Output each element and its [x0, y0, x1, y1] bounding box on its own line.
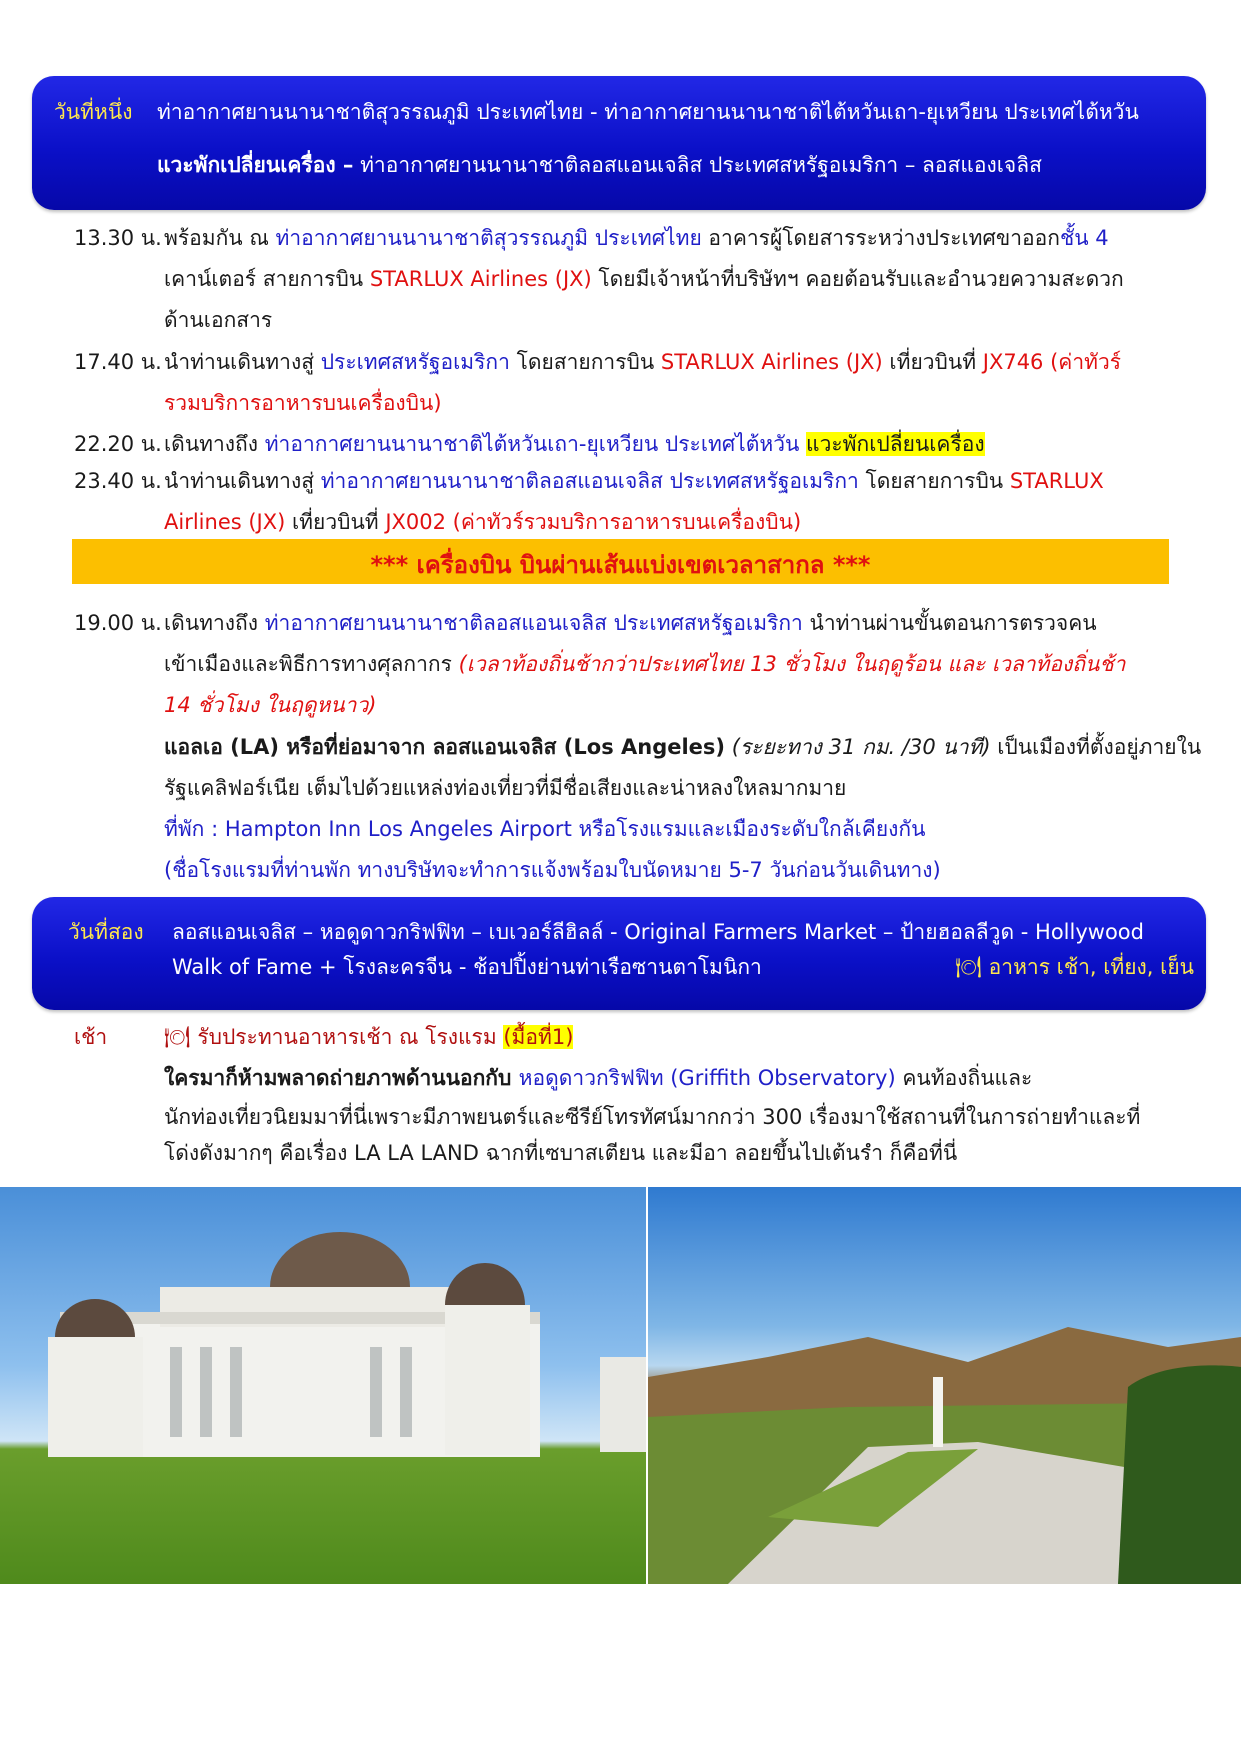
- time-2340: 23.40 น.: [74, 469, 162, 493]
- day2-meals: 🍽 อาหาร เช้า, เที่ยง, เย็น: [955, 955, 1194, 979]
- hotel-note: (ชื่อโรงแรมที่ท่านพัก ทางบริษัทจะทำการแจ้งพร้อมใบนัดหมาย 5-7 วันก่อนวันเดินทาง): [164, 858, 941, 882]
- time-2220: 22.20 น.: [74, 432, 162, 456]
- schedule-2220-line1: เดินทางถึง ท่าอากาศยานนานาชาติไต้หวันเถา-ยุเหวียน ประเทศไต้หวัน แวะพักเปลี่ยนเครื่อง: [164, 432, 985, 456]
- time-1900: 19.00 น.: [74, 611, 162, 635]
- morning-label: เช้า: [74, 1025, 108, 1049]
- observatory-illustration: [0, 1187, 646, 1584]
- la-intro-line1: แอลเอ (LA) หรือที่ย่อมาจาก ลอสแอนเจลิส (Los Angeles) (ระยะทาง 31 กม. /30 นาที) เป็นเมืองที่ตั้งอยู่ภายใน: [164, 735, 1202, 759]
- day2-route-line2: Walk of Fame + โรงละครจีน - ช้อปปิ้งย่านท่าเรือซานตาโมนิกา: [172, 955, 762, 979]
- dateline-notice-bar: [72, 539, 1169, 584]
- arrival-line1: เดินทางถึง ท่าอากาศยานนานาชาติลอสแอนเจลิส ประเทศสหรัฐอเมริกา นำท่านผ่านขั้นตอนการตรวจคน: [164, 611, 1097, 635]
- griffith-observatory-photo: [0, 1187, 646, 1584]
- schedule-1330-line2: เคาน์เตอร์ สายการบิน STARLUX Airlines (JX) โดยมีเจ้าหน้าที่บริษัทฯ คอยต้อนรับและอำนวยความสะดวก: [164, 267, 1124, 291]
- hollywood-hills-photo: [648, 1187, 1241, 1584]
- breakfast-line: 🍽 รับประทานอาหารเช้า ณ โรงแรม (มื้อที่1): [164, 1025, 574, 1049]
- meal-count-highlight: (มื้อที่1): [503, 1025, 574, 1049]
- dateline-notice: *** เครื่องบิน บินผ่านเส้นแบ่งเขตเวลาสากล ***: [370, 551, 871, 579]
- griffith-line1: ใครมาก็ห้ามพลาดถ่ายภาพด้านนอกกับ หอดูดาวกริฟฟิท (Griffith Observatory) คนท้องถิ่นและ: [164, 1066, 1033, 1090]
- hotel-line: ที่พัก : Hampton Inn Los Angeles Airport หรือโรงแรมและเมืองระดับใกล้เคียงกัน: [164, 817, 926, 841]
- schedule-2340-line2: Airlines (JX) เที่ยวบินที่ JX002 (ค่าทัวร์รวมบริการอาหารบนเครื่องบิน): [164, 510, 802, 534]
- hills-illustration: [648, 1187, 1241, 1584]
- day2-label: วันที่สอง: [68, 920, 144, 944]
- transfer-highlight: แวะพักเปลี่ยนเครื่อง: [806, 432, 985, 456]
- arrival-line3: 14 ชั่วโมง ในฤดูหนาว): [164, 693, 377, 717]
- griffith-line2: นักท่องเที่ยวนิยมมาที่นี่เพราะมีภาพยนตร์และซีรีย์โทรทัศน์มากกว่า 300 เรื่องมาใช้สถานที่ในการถ่ายทำและที่: [164, 1105, 1141, 1129]
- la-intro-line2: รัฐแคลิฟอร์เนีย เต็มไปด้วยแหล่งท่องเที่ยวที่มีชื่อเสียงและน่าหลงใหลมากมาย: [164, 776, 847, 800]
- time-1330: 13.30 น.: [74, 226, 162, 250]
- day2-route-line1: ลอสแอนเจลิส – หอดูดาวกริฟฟิท – เบเวอร์ลีฮิลล์ - Original Farmers Market – ป้ายฮอลลีวูด - Hollywood: [172, 920, 1144, 944]
- schedule-1740-line2: รวมบริการอาหารบนเครื่องบิน): [164, 391, 442, 415]
- day1-banner: [32, 76, 1206, 210]
- day1-route-line2: แวะพักเปลี่ยนเครื่อง – ท่าอากาศยานนานาชาติลอสแอนเจลิส ประเทศสหรัฐอเมริกา – ลอสแองเจลิส: [157, 153, 1042, 177]
- schedule-1330-line3: ด้านเอกสาร: [164, 308, 273, 332]
- griffith-line3: โด่งดังมากๆ คือเรื่อง LA LA LAND ฉากที่เซบาสเตียน และมีอา ลอยขึ้นไปเต้นรำ ก็คือที่นี่: [164, 1141, 958, 1165]
- day2-banner: [32, 897, 1206, 1010]
- day1-label: วันที่หนึ่ง: [54, 100, 133, 124]
- schedule-1330-line1: พร้อมกัน ณ ท่าอากาศยานนานาชาติสุวรรณภูมิ ประเทศไทย อาคารผู้โดยสารระหว่างประเทศขาออกชั้น 4: [164, 226, 1109, 250]
- arrival-line2: เข้าเมืองและพิธีการทางศุลกากร (เวลาท้องถิ่นช้ากว่าประเทศไทย 13 ชั่วโมง ในฤดูร้อน และ เวลาท้องถิ่นช้า: [164, 652, 1126, 676]
- time-1740: 17.40 น.: [74, 350, 162, 374]
- day1-route-line1: ท่าอากาศยานนานาชาติสุวรรณภูมิ ประเทศไทย - ท่าอากาศยานนานาชาติไต้หวันเถา-ยุเหวียน ประเทศไต้หวัน: [157, 100, 1139, 124]
- schedule-2340-line1: นำท่านเดินทางสู่ ท่าอากาศยานนานาชาติลอสแอนเจลิส ประเทศสหรัฐอเมริกา โดยสายการบิน STARLUX: [164, 469, 1104, 493]
- schedule-1740-line1: นำท่านเดินทางสู่ ประเทศสหรัฐอเมริกา โดยสายการบิน STARLUX Airlines (JX) เที่ยวบินที่ JX746 (ค่าทัวร์: [164, 350, 1122, 374]
